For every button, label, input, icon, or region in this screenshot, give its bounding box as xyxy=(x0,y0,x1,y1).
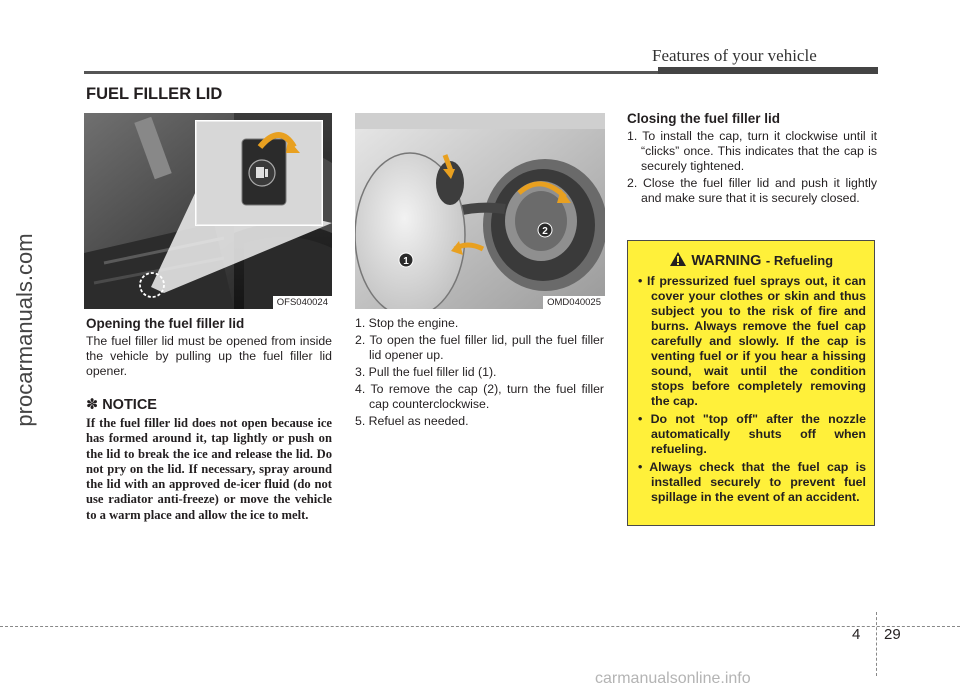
warning-triangle-icon xyxy=(669,251,687,267)
notice-title: NOTICE xyxy=(102,397,157,413)
page-title: FUEL FILLER LID xyxy=(86,85,223,103)
footer-divider xyxy=(876,612,877,676)
opening-heading: Opening the fuel filler lid xyxy=(86,316,245,331)
warning-list xyxy=(638,274,866,508)
opening-steps xyxy=(355,316,604,431)
closing-heading: Closing the fuel filler lid xyxy=(627,111,781,126)
step-item: 3. Pull the fuel filler lid (1). xyxy=(355,365,497,379)
fuel-lid-image xyxy=(355,113,605,309)
step-item: 1. Stop the engine. xyxy=(355,316,459,330)
opening-text: The fuel filler lid must be opened from inside the vehicle by pulling up the fuel filler lid opener. xyxy=(86,334,332,378)
warning-item: • Do not "top off" after the nozzle automatically shuts off when refueling. xyxy=(638,412,866,456)
notice-heading xyxy=(86,397,157,413)
side-watermark-text: procarmanuals.com xyxy=(12,233,37,427)
bottom-watermark: carmanualsonline.info xyxy=(595,670,751,687)
image-code: OFS040024 xyxy=(273,296,332,309)
step-item: 2. Close the fuel filler lid and push it lightly and make sure that it is securely closed. xyxy=(627,176,877,205)
step-item: 4. To remove the cap (2), turn the fuel filler cap counterclockwise. xyxy=(355,382,604,411)
notice-symbol-icon: ✽ xyxy=(86,397,99,413)
marker-1: 1 xyxy=(403,256,409,267)
footer-rule xyxy=(0,626,960,627)
side-watermark xyxy=(5,170,45,490)
step-item: 2. To open the fuel filler lid, pull the fuel filler lid opener up. xyxy=(355,333,604,362)
page-section-number: 4 xyxy=(852,626,861,643)
warning-title: WARNING xyxy=(691,253,762,269)
warning-subtitle: - Refueling xyxy=(765,253,834,268)
notice-text: If the fuel filler lid does not open because ice has formed around it, tap lightly or push on the lid to break the ice and release the lid. Do not pry on the lid. If necessary, spray around the lid with an approved de-icer fluid (do not use radiator anti-freeze) or move the vehicle to a warm place and allow the ice to melt. xyxy=(86,416,332,522)
warning-item: • If pressurized fuel sprays out, it can cover your clothes or skin and thus subject you to the risk of fire and burns. Always remove the fuel cap carefully and slowly. If the cap is venting fuel or if you hear a hissing sound, wait until the condition stops before completely removing the cap. xyxy=(638,274,866,408)
page-number: 29 xyxy=(884,626,901,643)
closing-steps xyxy=(627,129,877,208)
marker-2: 2 xyxy=(542,226,548,237)
warning-heading xyxy=(628,251,874,270)
step-item: 1. To install the cap, turn it clockwise until it “clicks” once. This indicates that the cap is securely tightened. xyxy=(627,129,877,173)
image-code: OMD040025 xyxy=(543,296,605,309)
warning-item: • Always check that the fuel cap is installed securely to prevent fuel spillage in the event of an accident. xyxy=(638,460,866,504)
section-header: Features of your vehicle xyxy=(652,46,817,65)
warning-box xyxy=(627,240,875,526)
header-tab-bar xyxy=(658,67,878,74)
interior-opener-image xyxy=(84,113,332,309)
step-item: 5. Refuel as needed. xyxy=(355,414,469,428)
